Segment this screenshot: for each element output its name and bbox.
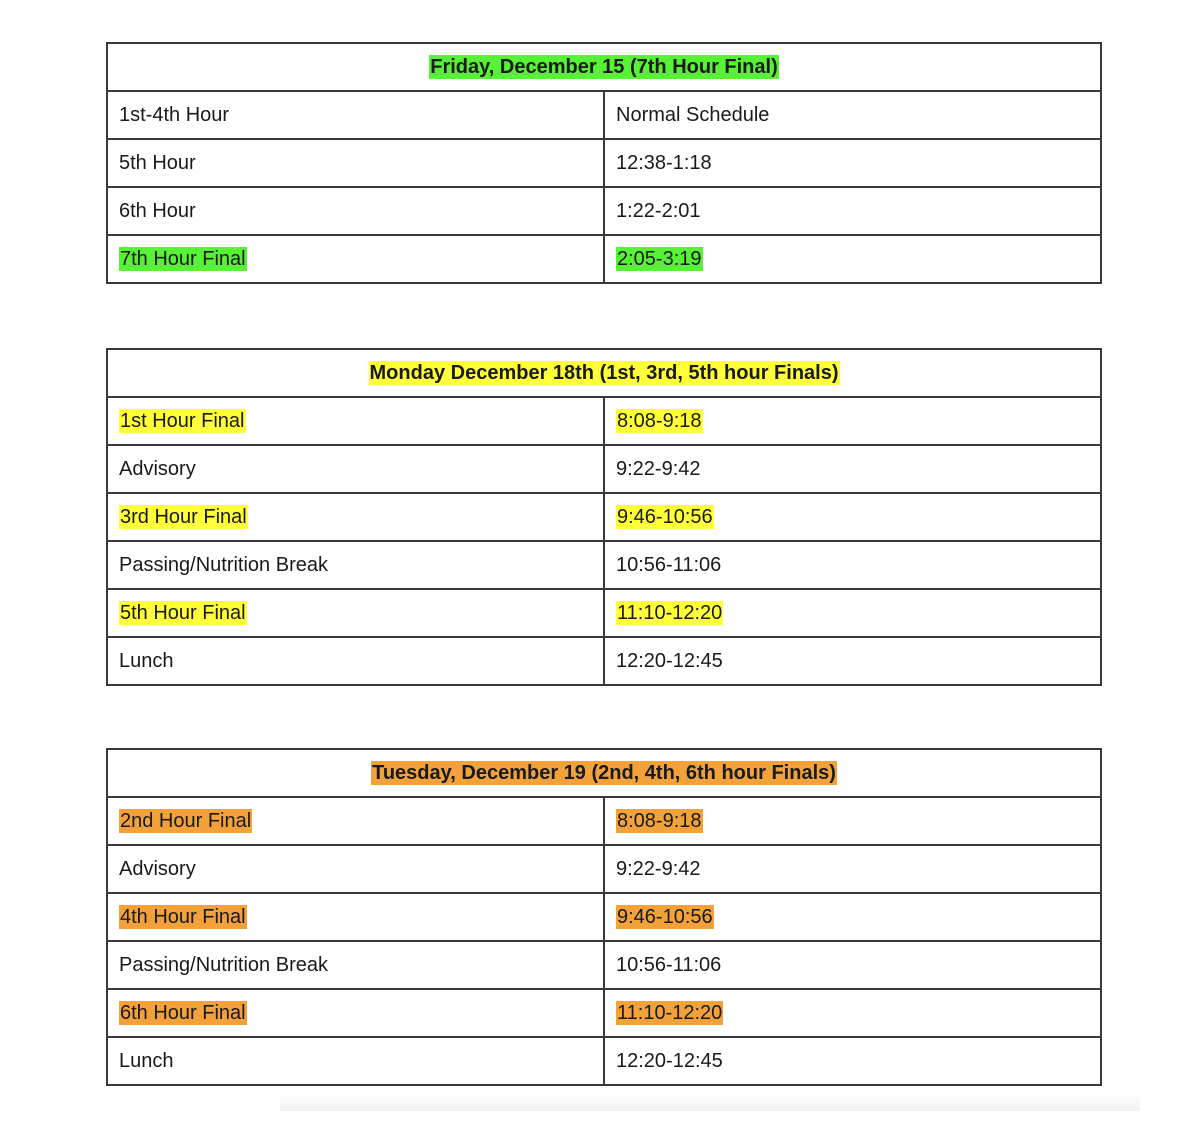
- period-label: Passing/Nutrition Break: [119, 553, 328, 576]
- period-cell: [107, 989, 604, 1037]
- bottom-shadow: [280, 1093, 1140, 1111]
- period-label: Passing/Nutrition Break: [119, 953, 328, 976]
- time-value: Normal Schedule: [616, 103, 770, 126]
- period-cell: [107, 493, 604, 541]
- table-heading: [107, 43, 1101, 91]
- period-cell: [107, 797, 604, 845]
- time-value-highlighted: 9:46-10:56: [617, 905, 713, 928]
- period-label-highlighted: 3rd Hour Final: [120, 505, 247, 528]
- table-row: [107, 941, 1101, 989]
- time-cell: [604, 637, 1101, 685]
- time-value: 10:56-11:06: [616, 553, 722, 576]
- time-value-highlighted: 8:08-9:18: [617, 809, 702, 832]
- period-label: 6th Hour: [119, 199, 196, 222]
- time-cell: [604, 845, 1101, 893]
- period-label: Advisory: [119, 857, 196, 880]
- table-row: [107, 845, 1101, 893]
- time-cell: [604, 989, 1101, 1037]
- period-label-highlighted: 5th Hour Final: [120, 601, 246, 624]
- period-cell: [107, 941, 604, 989]
- period-cell: [107, 1037, 604, 1085]
- period-cell: [107, 637, 604, 685]
- time-value: 12:20-12:45: [616, 649, 723, 672]
- period-label-highlighted: 7th Hour Final: [120, 247, 246, 270]
- period-label: 1st-4th Hour: [119, 103, 230, 126]
- time-value: 12:38-1:18: [616, 151, 712, 174]
- time-cell: [604, 235, 1101, 283]
- table-row: [107, 139, 1101, 187]
- time-value-highlighted: 11:10-12:20: [617, 601, 723, 624]
- period-label: 5th Hour: [119, 151, 196, 174]
- tuesday-schedule-table: [106, 748, 1102, 1086]
- period-label: Lunch: [119, 649, 174, 672]
- time-cell: [604, 445, 1101, 493]
- time-cell: [604, 493, 1101, 541]
- heading-text: Monday December 18th (1st, 3rd, 5th hour Finals): [369, 361, 839, 384]
- table-row: [107, 637, 1101, 685]
- table-row: [107, 91, 1101, 139]
- table-heading-row: [107, 749, 1101, 797]
- period-label-highlighted: 1st Hour Final: [120, 409, 245, 432]
- table-row: [107, 989, 1101, 1037]
- friday-schedule-table: [106, 42, 1102, 284]
- period-label-highlighted: 6th Hour Final: [120, 1001, 246, 1024]
- time-value: 9:22-9:42: [616, 457, 701, 480]
- heading-text: Tuesday, December 19 (2nd, 4th, 6th hour Finals): [372, 761, 836, 784]
- time-cell: [604, 893, 1101, 941]
- time-cell: [604, 91, 1101, 139]
- time-cell: [604, 797, 1101, 845]
- time-value-highlighted: 9:46-10:56: [617, 505, 713, 528]
- period-label: Advisory: [119, 457, 196, 480]
- period-cell: [107, 187, 604, 235]
- table-row: [107, 589, 1101, 637]
- period-cell: [107, 541, 604, 589]
- period-cell: [107, 845, 604, 893]
- time-cell: [604, 941, 1101, 989]
- time-cell: [604, 187, 1101, 235]
- heading-text: Friday, December 15 (7th Hour Final): [430, 55, 778, 78]
- table-heading: [107, 749, 1101, 797]
- table-row: [107, 235, 1101, 283]
- period-cell: [107, 397, 604, 445]
- table-row: [107, 397, 1101, 445]
- time-value: 12:20-12:45: [616, 1049, 723, 1072]
- period-cell: [107, 139, 604, 187]
- period-cell: [107, 91, 604, 139]
- monday-schedule-table: [106, 348, 1102, 686]
- time-value-highlighted: 8:08-9:18: [617, 409, 702, 432]
- time-cell: [604, 1037, 1101, 1085]
- period-label-highlighted: 4th Hour Final: [120, 905, 246, 928]
- time-value: 1:22-2:01: [616, 199, 701, 222]
- time-value: 10:56-11:06: [616, 953, 722, 976]
- period-cell: [107, 589, 604, 637]
- table-row: [107, 893, 1101, 941]
- time-cell: [604, 397, 1101, 445]
- table-row: [107, 541, 1101, 589]
- table-row: [107, 493, 1101, 541]
- table-row: [107, 1037, 1101, 1085]
- time-value-highlighted: 11:10-12:20: [617, 1001, 723, 1024]
- table-row: [107, 445, 1101, 493]
- table-row: [107, 187, 1101, 235]
- period-cell: [107, 445, 604, 493]
- time-value-highlighted: 2:05-3:19: [617, 247, 702, 270]
- period-label-highlighted: 2nd Hour Final: [120, 809, 252, 832]
- time-cell: [604, 541, 1101, 589]
- table-heading: [107, 349, 1101, 397]
- period-label: Lunch: [119, 1049, 174, 1072]
- period-cell: [107, 235, 604, 283]
- table-row: [107, 797, 1101, 845]
- period-cell: [107, 893, 604, 941]
- time-value: 9:22-9:42: [616, 857, 701, 880]
- time-cell: [604, 589, 1101, 637]
- time-cell: [604, 139, 1101, 187]
- table-heading-row: [107, 349, 1101, 397]
- table-heading-row: [107, 43, 1101, 91]
